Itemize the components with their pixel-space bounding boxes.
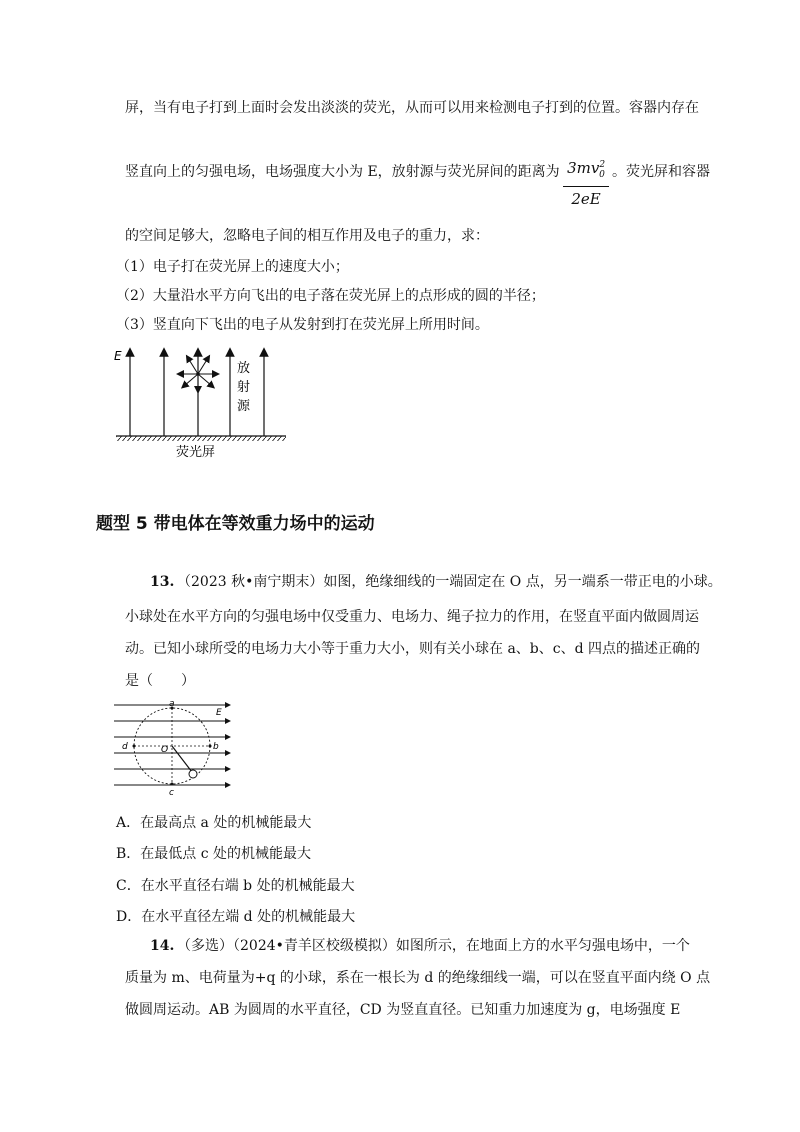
emission-arrow bbox=[188, 358, 198, 374]
label-c: c bbox=[169, 788, 174, 798]
fraction-numerator: $3mv^2_0$ bbox=[563, 155, 609, 187]
label-b: b bbox=[213, 742, 219, 752]
label-d: d bbox=[122, 742, 128, 752]
point-c bbox=[171, 783, 174, 786]
point-b bbox=[209, 745, 212, 748]
field-label: E bbox=[114, 349, 122, 363]
p13-text-line-4: 是（ ） bbox=[125, 673, 195, 689]
section-title: 题型 5 带电体在等效重力场中的运动 bbox=[96, 514, 375, 534]
source-label-2: 射 bbox=[237, 380, 251, 395]
charged-ball bbox=[189, 770, 197, 778]
label-o: O bbox=[161, 745, 169, 755]
p13-text-line-3: 动。已知小球所受的电场力大小等于重力大小，则有关小球在 a、b、c、d 四点的描述正确的 bbox=[125, 641, 701, 657]
label-e: E bbox=[216, 708, 222, 718]
option-d: D．在水平直径左端 d 处的机械能最大 bbox=[116, 909, 356, 925]
p12-question-3: （3）竖直向下飞出的电子从发射到打在荧光屏上所用时间。 bbox=[116, 317, 489, 333]
p13-number-text: 13. bbox=[150, 574, 175, 590]
option-a: A．在最高点 a 处的机械能最大 bbox=[116, 815, 312, 831]
emission-arrow bbox=[198, 374, 212, 386]
p14-text-line-2: 质量为 m、电荷量为+q 的小球，系在一根长为 d 的绝缘细线一端，可以在竖直平面内绕 O 点 bbox=[125, 970, 711, 986]
label-a: a bbox=[169, 699, 175, 709]
emission-arrow bbox=[184, 374, 198, 386]
p13-number bbox=[150, 572, 174, 592]
source-label-3: 源 bbox=[237, 399, 251, 414]
point-d bbox=[133, 745, 136, 748]
p12-text-line-3: 的空间足够大，忽略电子间的相互作用及电子的重力，求： bbox=[125, 228, 489, 244]
source-label-1: 放 bbox=[237, 361, 251, 376]
p12-question-1: （1）电子打在荧光屏上的速度大小； bbox=[116, 259, 349, 275]
screen-hatch bbox=[116, 436, 286, 441]
p14-number bbox=[150, 936, 174, 956]
fraction-denominator: 2eE bbox=[571, 190, 601, 208]
option-c: C．在水平直径右端 b 处的机械能最大 bbox=[116, 878, 355, 894]
p14-text-line-1: （多选）（2024•青羊区校级模拟）如图所示，在地面上方的水平匀强电场中，一个 bbox=[177, 938, 690, 954]
emission-arrow bbox=[198, 358, 208, 374]
circular-motion-figure bbox=[112, 696, 236, 800]
p13-text-line-1: （2023 秋•南宁期末）如图，绝缘细线的一端固定在 O 点，另一端系一带正电的小球。 bbox=[177, 574, 722, 590]
option-b: B．在最低点 c 处的机械能最大 bbox=[116, 846, 312, 862]
p13-text-line-2: 小球处在水平方向的匀强电场中仅受重力、电场力、绳子拉力的作用，在竖直平面内做圆周运 bbox=[125, 609, 699, 625]
p12-text-line-2: 竖直向上的匀强电场，电场强度大小为 E，放射源与荧光屏间的距离为 bbox=[125, 164, 560, 180]
p14-text-line-3: 做圆周运动。AB 为圆周的水平直径，CD 为竖直直径。已知重力加速度为 g，电场强度 E bbox=[125, 1002, 681, 1018]
distance-fraction bbox=[563, 155, 609, 209]
p14-number-text: 14. bbox=[150, 938, 175, 954]
p12-text-line-2-end: 。荧光屏和容器 bbox=[612, 164, 710, 180]
screen-label: 荧光屏 bbox=[176, 445, 216, 460]
string bbox=[172, 746, 192, 772]
source-screen-figure bbox=[110, 342, 300, 464]
p12-text-line-1: 屏，当有电子打到上面时会发出淡淡的荧光，从而可以用来检测电子打到的位置。容器内存在 bbox=[125, 100, 699, 116]
p12-question-2: （2）大量沿水平方向飞出的电子落在荧光屏上的点形成的圆的半径； bbox=[116, 288, 545, 304]
